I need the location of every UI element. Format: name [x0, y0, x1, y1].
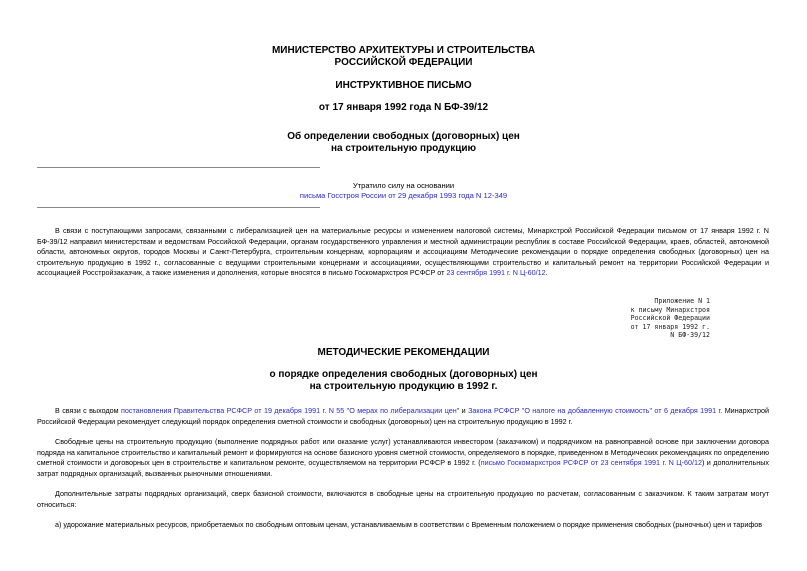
- doc-date: от 17 января 1992 года N БФ-39/12: [318, 102, 489, 113]
- paragraph-1-text-c: Минархстрой Российской Федерации рекомендует следующий порядок определения сметной стоимости и свободных (договорных) цен на строительную продукцию в 1992 г.: [37, 406, 769, 426]
- paragraph-2: [37, 437, 769, 479]
- intro-paragraph: [37, 226, 769, 279]
- government-decree-link[interactable]: постановления Правительства РСФСР от 19 декабря 1991 г. N 55 "О мерах по либерализации цен": [120, 406, 460, 415]
- paragraph-1-text-a: В связи с выходом: [55, 406, 121, 415]
- vat-law-link[interactable]: Закона РСФСР "О налоге на добавленную стоимость" от 6 декабря 1991 г.: [468, 406, 723, 415]
- recommendations-subtitle-line-2: на строительную продукцию в 1992 г.: [309, 381, 498, 392]
- ministry-line-2: РОССИЙСКОЙ ФЕДЕРАЦИИ: [334, 57, 473, 68]
- paragraph-2-text-b: ) и дополнительных затрат подрядных организаций, вызванных рыночными отношениями.: [37, 458, 769, 478]
- appendix-line-5: N БФ-39/12: [670, 331, 710, 340]
- ministry-line-1: МИНИСТЕРСТВО АРХИТЕКТУРЫ И СТРОИТЕЛЬСТВА: [271, 45, 536, 56]
- intro-text-end: .: [545, 268, 548, 278]
- divider-top: [37, 167, 320, 168]
- paragraph-1-text-b: и: [459, 406, 469, 415]
- doc-title: [0, 131, 807, 155]
- appendix-line-2: к письму Минархстроя: [630, 305, 710, 314]
- doc-title-line-1: Об определении свободных (договорных) цен: [287, 131, 520, 142]
- recommendations-title: МЕТОДИЧЕСКИЕ РЕКОМЕНДАЦИИ: [317, 347, 490, 358]
- intro-link[interactable]: 23 сентября 1991 г. N Ц-60/12: [446, 268, 546, 278]
- appendix-line-1: Приложение N 1: [654, 297, 710, 305]
- appendix-line-4: от 17 января 1992 г.: [630, 322, 710, 331]
- paragraph-4: а) удорожание материальных ресурсов, приобретаемых по свободным оптовым ценам, устанавливаемым в соответствии с Временным положением о порядке применения свободных (рыночных) цен и тарифов: [55, 520, 763, 529]
- intro-text: В связи с поступающими запросами, связанными с либерализацией цен на материальные ресурсы и изменением налоговой системы, Минархстрой Российской Федерации письмом от 17 января 1992 г. N БФ-39/12 направил министерствам и ведомствам Российской Федерации, органам государственного управления и местной администрации республик в составе Российской Федерации, краев, областей, автономной области, автономных округов, городов Москвы и Санкт-Петербурга, строительным концернам, корпорациям и ассоциациям Методические рекомендации о порядке определения свободных (договорных) цен на строительную продукцию в 1992 г., согласованные с ведущими строительными концернами и ассоциациями, осуществляющими строительство и капитальный ремонт на территории Российской Федерации и ассоциацией Росстройзаказчик, а также изменения и дополнения, которые вносятся в письмо Госкомархстроя РСФСР от: [37, 226, 769, 278]
- appendix-note: [580, 297, 710, 340]
- paragraph-3: Дополнительные затраты подрядных организаций, сверх базисной стоимости, включаются в свободные цены на строительную продукцию по расчетам, согласованным с заказчиком. К таким затратам могут относиться:: [37, 489, 769, 509]
- divider-bottom: [37, 207, 320, 208]
- paragraph-2-text-a: Свободные цены на строительную продукцию (выполнение подрядных работ или оказание услуг) устанавливаются инвестором (заказчиком) и подрядчиком на равноправной основе при заключении договора подряда на капитальное строительство и капитальный ремонт и формируются на основе базисного уровня сметной стоимости, определяемого в порядке, приведенном в Методических рекомендациях по определению сметной стоимости и договорных цен в строительстве и капитальном ремонте, осуществляемом на территории РСФСР в 1992 г. (: [37, 437, 769, 468]
- status-note-link[interactable]: письма Госстроя России от 29 декабря 1993 года N 12-349: [299, 191, 508, 200]
- paragraph-1: [37, 406, 769, 427]
- ministry-name: [0, 45, 807, 69]
- status-note-text: Утратило силу на основании: [352, 181, 455, 190]
- doc-type: ИНСТРУКТИВНОЕ ПИСЬМО: [335, 80, 472, 91]
- recommendations-subtitle-line-1: о порядке определения свободных (договорных) цен: [269, 369, 538, 380]
- appendix-line-3: Российской Федерации: [630, 314, 710, 323]
- goskomarkhstroy-letter-link[interactable]: письмо Госкомархстроя РСФСР от 23 сентября 1991 г. N Ц-60/12: [480, 458, 702, 468]
- status-note: [0, 181, 807, 201]
- doc-title-line-2: на строительную продукцию: [330, 143, 477, 154]
- recommendations-subtitle: [0, 369, 807, 393]
